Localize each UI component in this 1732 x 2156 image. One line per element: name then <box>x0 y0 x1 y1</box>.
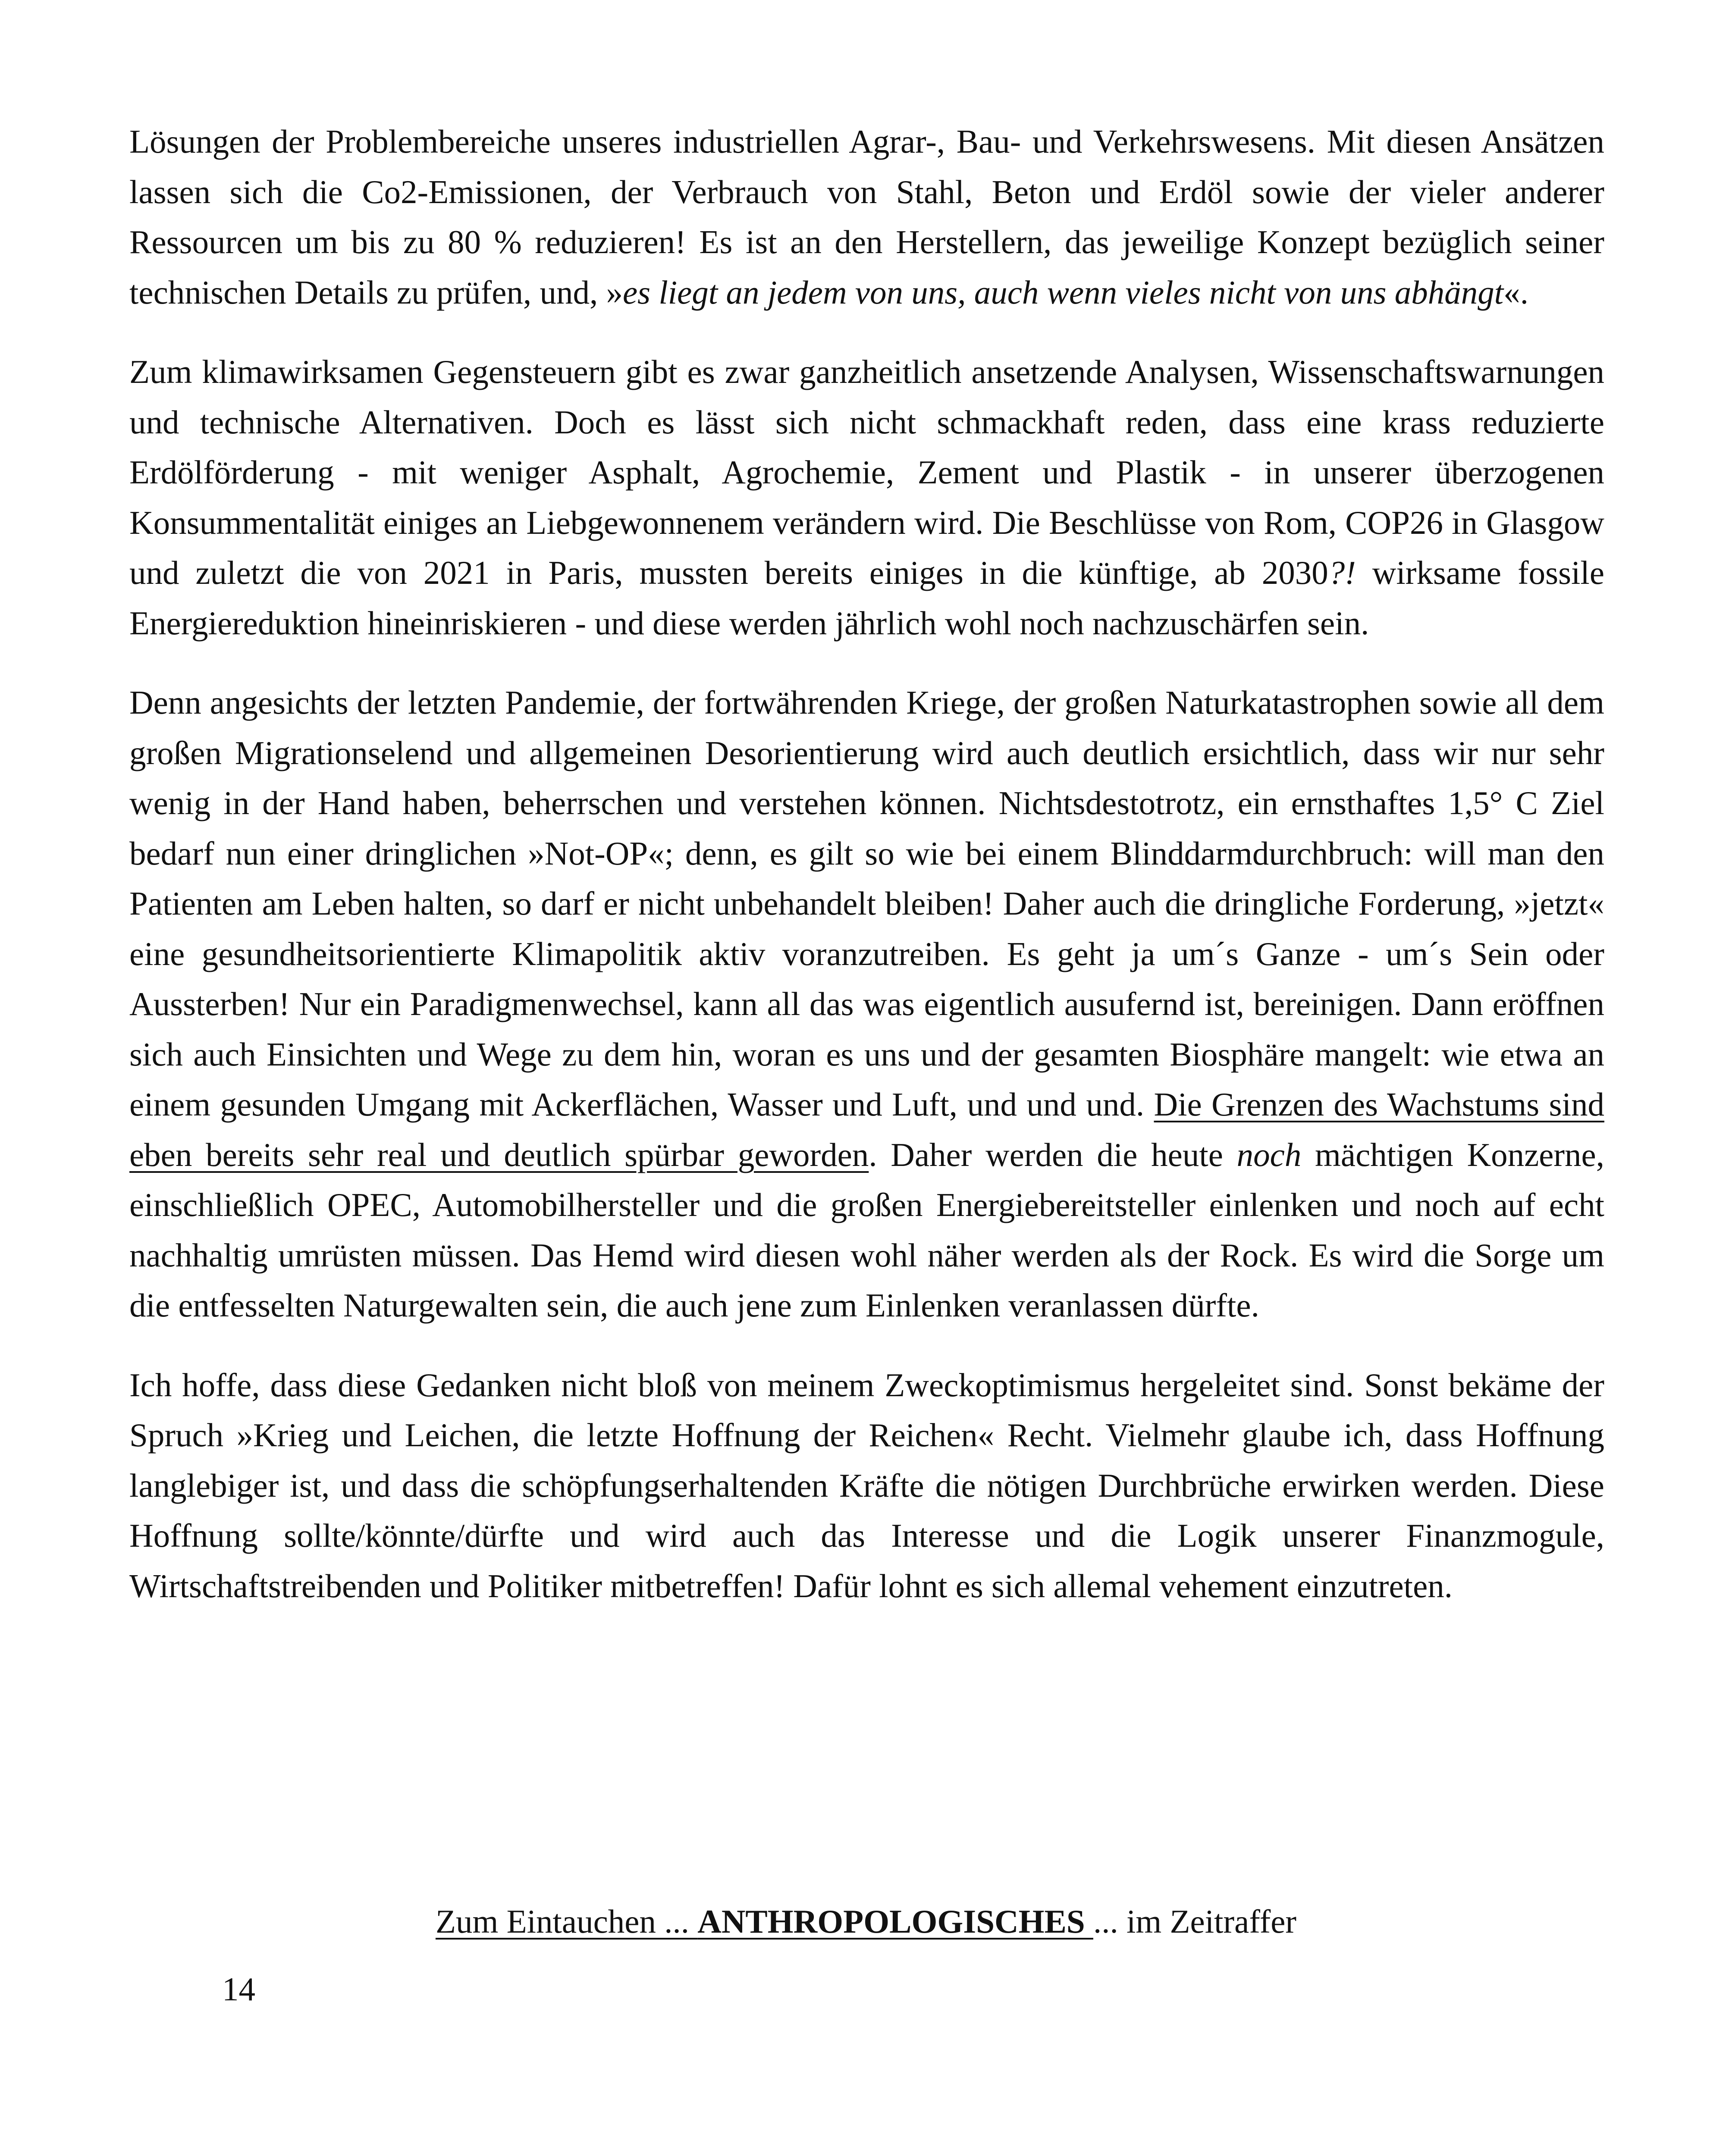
text-segment: . Daher werden die heute <box>869 1136 1237 1173</box>
text-segment: Denn angesichts der letzten Pandemie, der fortwährenden Kriege, der großen Naturkatastrophen sowie all dem großen Migrationselend und allgemeinen Desorientierung wird auch deutlich ersichtlich, dass wir nur sehr wenig in der Hand haben, beherrschen und verstehen können. Nichtsdestotrotz, ein ernsthaftes 1,5° C Ziel bedarf nun einer dringlichen »Not-OP«; denn, es gilt so wie bei einem Blinddarmdurchbruch: will man den Patienten am Leben halten, so darf er nicht unbehandelt bleiben! Daher auch die dringliche Forderung, »jetzt« eine gesundheitsorientierte Klimapolitik aktiv voranzutreiben. Es geht ja um´s Ganze - um´s Sein oder Aussterben! Nur ein Paradigmenwechsel, kann all das was eigentlich ausufernd ist, bereinigen. Dann eröffnen sich auch Einsichten und Wege zu dem hin, woran es uns und der gesamten Biosphäre mangelt: wie etwa an einem gesunden Umgang mit Ackerflächen, Wasser und Luft, und und und. <box>129 684 1604 1123</box>
section-link[interactable] <box>436 1903 1093 1940</box>
paragraph <box>129 677 1604 1331</box>
text-segment: Zum klimawirksamen Gegensteuern gibt es zwar ganzheitlich ansetzende Analysen, Wissenschaftswarnungen und technische Alternativen. Doch es lässt sich nicht schmackhaft reden, dass eine krass reduzierte Erdölförderung - mit weniger Asphalt, Agrochemie, Zement und Plastik - in unserer überzogenen Konsummentalität einiges an Liebgewonnenem verändern wird. Die Beschlüsse von Rom, COP26 in Glasgow und zuletzt die von 2021 in Paris, mussten bereits einiges in die künftige, ab 2030 <box>129 353 1604 591</box>
paragraph <box>129 116 1604 317</box>
italic-text: noch <box>1236 1136 1302 1173</box>
body-text <box>129 116 1604 1611</box>
text-segment: Lösungen der Problembereiche unseres industriellen Agrar-, Bau- und Verkehrswesens. Mit diesen Ansätzen lassen sich die Co2-Emissionen, der Verbrauch von Stahl, Beton und Erdöl sowie der vieler anderer Ressourcen um bis zu 80 % reduzieren! Es ist an den Herstellern, das jeweilige Konzept bezüglich seiner technischen Details zu prüfen, und, » <box>129 123 1604 311</box>
italic-text: ?! <box>1328 554 1356 591</box>
text-segment: wirksame fossile Energiereduktion hineinriskieren - und diese werden jährlich wohl noch nachzuschärfen sein. <box>129 554 1605 642</box>
page-number: 14 <box>222 1971 255 2008</box>
text-segment: mächtigen Konzerne, einschließlich OPEC, Automobilhersteller und die großen Energiebereitsteller einlenken und noch auf echt nachhaltig umrüsten müssen. Das Hemd wird diesen wohl näher werden als der Rock. Es wird die Sorge um die entfesselten Naturgewalten sein, die auch jene zum Einlenken veranlassen dürfte. <box>129 1136 1604 1324</box>
section-link-title: ANTHROPOLOGISCHES <box>697 1903 1093 1940</box>
italic-text: es liegt an jedem von uns, auch wenn vieles nicht von uns abhängt <box>622 273 1504 311</box>
section-link-suffix: ... im Zeitraffer <box>1093 1903 1297 1940</box>
underlined-text: Die Grenzen des Wachstums sind eben bereits sehr real und deutlich spürbar geworden <box>129 1086 1604 1173</box>
paragraph <box>129 1360 1604 1611</box>
text-segment: Ich hoffe, dass diese Gedanken nicht bloß von meinem Zweckoptimismus hergeleitet sind. Sonst bekäme der Spruch »Krieg und Leichen, die letzte Hoffnung der Reichen« Recht. Vielmehr glaube ich, dass Hoffnung langlebiger ist, und dass die schöpfungserhaltenden Kräfte die nötigen Durchbrüche erwirken werden. Diese Hoffnung sollte/könnte/dürfte und wird auch das Interesse und die Logik unserer Finanzmogule, Wirtschaftstreibenden und Politiker mitbetreffen! Dafür lohnt es sich allemal vehement einzutreten. <box>129 1366 1604 1604</box>
paragraph <box>129 347 1604 648</box>
text-segment: «. <box>1503 273 1528 311</box>
section-link-prefix: Zum Eintauchen ... <box>435 1903 698 1940</box>
section-link-line <box>0 1896 1732 1946</box>
